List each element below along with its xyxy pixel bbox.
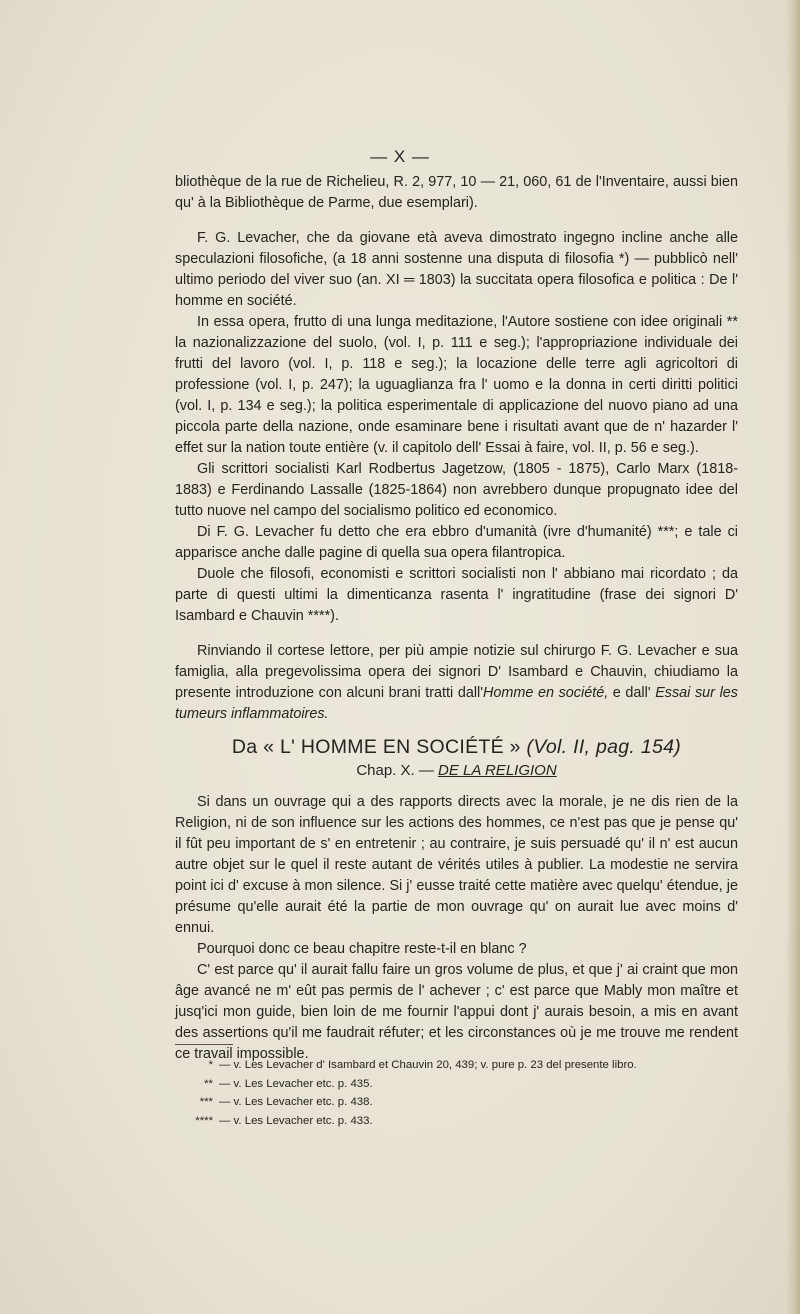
footnote-text: — v. Les Levacher etc. p. 433. bbox=[219, 1114, 373, 1127]
footnote-text: — v. Les Levacher etc. p. 438. bbox=[219, 1096, 373, 1108]
footnote bbox=[175, 1112, 738, 1131]
footnote-rule bbox=[175, 1044, 233, 1045]
footnote bbox=[175, 1075, 738, 1094]
intro-section bbox=[175, 172, 738, 725]
footnote bbox=[175, 1056, 738, 1075]
chapter-heading bbox=[175, 761, 738, 781]
intro-paragraph-7-text-b: e dall' bbox=[608, 685, 656, 701]
footnote bbox=[175, 1093, 738, 1112]
intro-paragraph-7-text-a: Rinviando il cortese lettore, per più ampie notizie sul chirurgo F. G. Levacher e sua famiglia, alla pregevolissima opera dei signori D' Isambard e Chauvin, chiudiamo la presente introduzione con alcuni brani tratti dall' bbox=[175, 643, 738, 701]
intro-paragraph-7 bbox=[175, 641, 738, 725]
footnotes bbox=[175, 1056, 738, 1130]
intro-paragraph-3: In essa opera, frutto di una lunga meditazione, l'Autore sostiene con idee originali ** la nazionalizzazione del suolo, (vol. I, p. 111 e seg.); l'appropriazione individuale dei frutti del lavoro (vol. I, p. 118 e seg.); la locazione delle terre agli agricoltori di professione (vol. I, p. 247); la uguaglianza fra l' uomo e la donna in certi diritti politici (vol. I, p. 134 e seg.); la politica esperimentale di applicazione del nuovo piano ad una piccola parte della nazione, onde esaminare bene i risultati avant que de n' hazarder l' effet sur la nation toute entière (v. il capitolo dell' Essai à faire, vol. II, p. 56 e seg.). bbox=[175, 314, 738, 456]
heading-main: Da « L' HOMME EN SOCIÉTÉ » bbox=[231, 736, 521, 758]
intro-paragraph-6: Duole che filosofi, economisti e scrittori socialisti non l' abbiano mai ricordato ; da parte di questi ultimi la dimenticanza rasenta l' ingratitudine (frase dei signori D' Isambard e Chauvin ****). bbox=[175, 566, 738, 624]
title-essai: Essai sur les tumeurs inflammatoires. bbox=[175, 685, 738, 722]
intro-paragraph-4: Gli scrittori socialisti Karl Rodbertus Jagetzow, (1805 - 1875), Carlo Marx (1818-1883) e Ferdinando Lassalle (1825-1864) non avrebbero dunque propugnato idee del tutto nuove nel campo del socialismo politico ed economico. bbox=[175, 461, 738, 519]
excerpt-paragraph-1: Si dans un ouvrage qui a des rapports directs avec la morale, je ne dis rien de la Religion, ni de son influence sur les actions des hommes, ce n'est pas que je pense qu' il fût peu important de s' en entretenir ; au contraire, je suis persuadé qu' il n' est aucun autre objet sur le quel il reste autant de vérités utiles à publier. La modestie ne servira point ici d' excuse à mon silence. Si j' eusse traité cette matière avec quelqu' étendue, je présume qu'elle aurait été la partie de mon ouvrage qu' on aurait lue avec moins d' ennui. bbox=[175, 794, 738, 936]
page-number: — X — bbox=[370, 147, 430, 166]
intro-paragraph-1: bliothèque de la rue de Richelieu, R. 2, 977, 10 — 21, 060, 61 de l'Inventaire, aussi bien qu' à la Bibliothèque de Parme, due esemplari). bbox=[175, 174, 738, 211]
excerpt-paragraph-3: C' est parce qu' il aurait fallu faire un gros volume de plus, et que j' ai craint que mon âge avancé ne m' eût pas permis de l' achever ; c' est parce que Mably mon maître et jusq'ici mon guide, bien loin de me fournir l'appui dont j' aurais besoin, a mis en avant des assertions qu'il me faudrait réfuter; et les circonstances où je me trouve me rendent ce travail impossible. bbox=[175, 962, 738, 1062]
page-edge-shadow bbox=[786, 0, 800, 1314]
intro-paragraph-5: Di F. G. Levacher fu detto che era ebbro d'umanità (ivre d'humanité) ***; e tale ci apparisce anche dalle pagine di quella sua opera filantropica. bbox=[175, 524, 738, 561]
title-homme-en-societe: Homme en société, bbox=[483, 685, 609, 701]
excerpt-paragraph-2: Pourquoi donc ce beau chapitre reste-t-il en blanc ? bbox=[197, 941, 527, 957]
section-heading bbox=[175, 735, 738, 759]
footnote-text: — v. Les Levacher etc. p. 435. bbox=[219, 1077, 373, 1090]
footnote-mark: * bbox=[208, 1059, 213, 1071]
footnote-mark: **** bbox=[195, 1114, 213, 1127]
footnote-mark: ** bbox=[204, 1077, 213, 1090]
chapter-number: Chap. X. — bbox=[356, 762, 439, 779]
intro-paragraph-2: F. G. Levacher, che da giovane età aveva dimostrato ingegno incline anche alle speculazioni filosofiche, (a 18 anni sostenne una disputa di filosofia *) — pubblicò nell' ultimo periodo del viver suo (an. XI ═ 1803) la succitata opera filosofica e politica : De l' homme en société. bbox=[175, 230, 738, 309]
chapter-title: DE LA RELIGION bbox=[438, 762, 557, 779]
french-excerpt bbox=[175, 792, 738, 1065]
heading-reference: (Vol. II, pag. 154) bbox=[526, 736, 682, 758]
footnote-text: — v. Les Levacher d' Isambard et Chauvin 20, 439; v. pure p. 23 del presente libro. bbox=[219, 1059, 637, 1071]
footnote-mark: *** bbox=[199, 1096, 213, 1108]
